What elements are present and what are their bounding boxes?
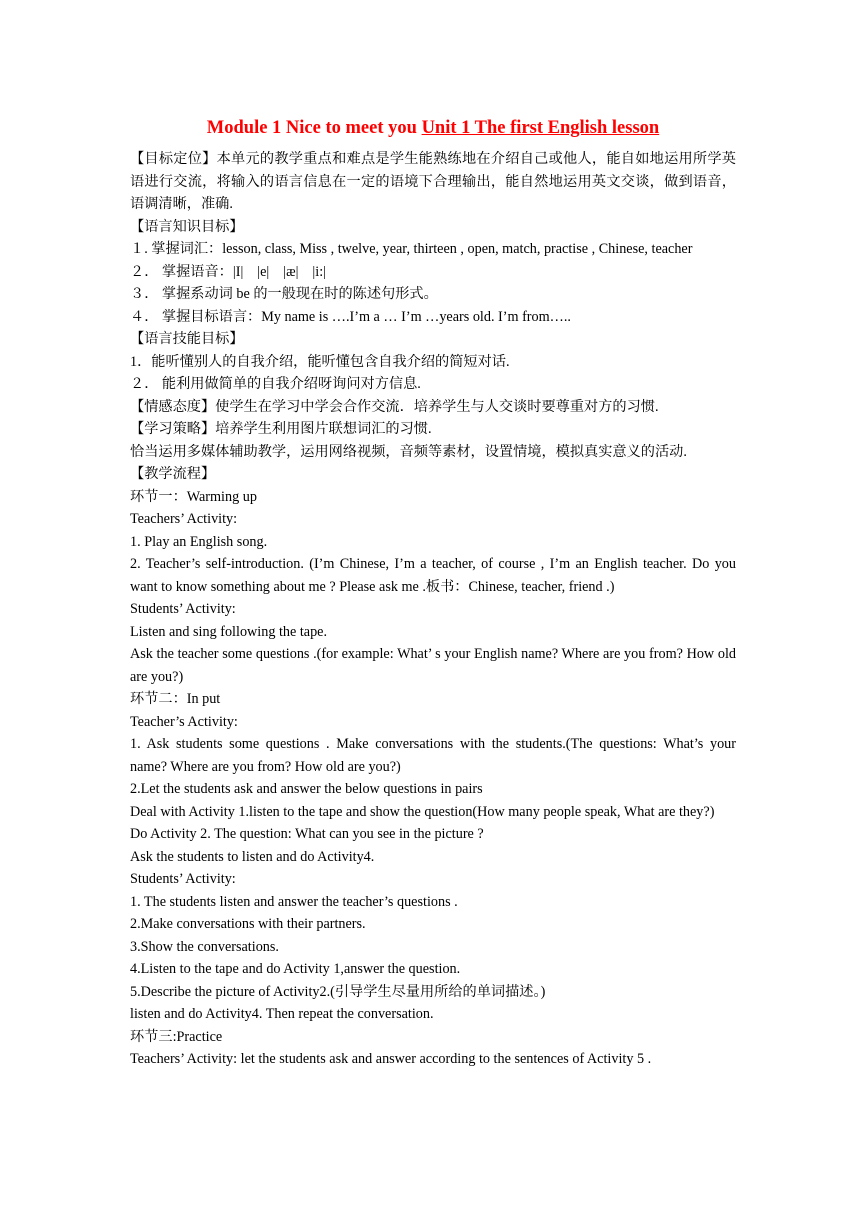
strategy-paragraph: 【学习策略】培养学生利用图片联想词汇的习惯. [130,421,432,437]
title-unit: Unit 1 The first English lesson [421,118,660,138]
student-activity-2-item-4: 4.Listen to the tape and do Activity 1,answer the question. [130,961,461,977]
document-page [130,116,736,1071]
student-activity-2-item-3: 3.Show the conversations. [130,938,279,955]
teacher-activity-3: Teachers’ Activity: let the students ask and answer according to the sentences of Activity 5 . [130,1051,652,1067]
phonetic-2: |e| [257,263,270,280]
document-body [130,148,736,1071]
goal-position-paragraph: 【目标定位】本单元的教学重点和难点是学生能熟练地在介绍自己或他人，能自如地运用所学英语进行交流，将输入的语言信息在一定的语境下合理输出，能自然地运用英文交谈，做到语音，语调清晰，准确. [130,151,736,212]
student-activity-1-heading: Students’ Activity: [130,601,236,617]
phonetic-3: |æ| [283,263,299,280]
knowledge-item-3: ３． 掌握系动词 be 的一般现在时的陈述句形式。 [130,286,438,302]
step-2-heading: 环节二：In put [130,691,221,707]
knowledge-item-4: ４． 掌握目标语言：My name is ….I’m a … I’m …years old. I’m from….. [130,308,571,325]
student-activity-1-item-2: Ask the teacher some questions .(for example: What’ s your English name? Where are you from? How old are you?) [130,646,736,685]
student-activity-2-item-1: 1. The students listen and answer the teacher’s questions . [130,893,458,910]
student-activity-2-item-2: 2.Make conversations with their partners. [130,916,366,932]
student-activity-2-item-5: 5.Describe the picture of Activity2.(引导学生尽量用所给的单词描述。) [130,983,546,1000]
skill-item-1: 1．能听懂别人的自我介绍，能听懂包含自我介绍的简短对话. [130,353,510,370]
teacher-activity-2-item-2: 2.Let the students ask and answer the below questions in pairs [130,781,483,797]
teacher-activity-2-item-1: 1. Ask students some questions . Make conversations with the students.(The questions: What’s your name? Where are you from? How old are you?) [130,736,736,775]
teacher-activity-2-item-5: Ask the students to listen and do Activity4. [130,848,375,865]
knowledge-item-1: １. 掌握词汇：lesson, class, Miss , twelve, year, thirteen , open, match, practise , Chinese, teacher [130,241,693,257]
student-activity-2-item-6: listen and do Activity4. Then repeat the conversation. [130,1006,434,1022]
skill-heading: 【语言技能目标】 [130,331,244,347]
knowledge-heading: 【语言知识目标】 [130,218,244,235]
teacher-activity-2-heading: Teacher’s Activity: [130,713,238,730]
document-title [130,116,736,140]
title-module: Module 1 Nice to meet you [206,118,422,138]
skill-item-2: ２． 能利用做简单的自我介绍呀询问对方信息. [130,376,421,392]
step-3-heading: 环节三:Practice [130,1028,223,1045]
student-activity-1-item-1: Listen and sing following the tape. [130,623,328,640]
process-heading: 【教学流程】 [130,466,216,482]
emotion-paragraph: 【情感态度】使学生在学习中学会合作交流．培养学生与人交谈时要尊重对方的习惯. [130,398,659,415]
teacher-activity-2-item-4: Do Activity 2. The question: What can you see in the picture ? [130,826,484,842]
teacher-activity-2-item-3: Deal with Activity 1.listen to the tape and show the question(How many people speak, What are they?) [130,803,715,820]
knowledge-item-2 [130,261,736,284]
knowledge-item-2-label: ２． 掌握语音： [130,263,233,280]
teacher-activity-1-item-1: 1. Play an English song. [130,533,268,550]
method-paragraph: 恰当运用多媒体辅助教学，运用网络视频，音频等素材，设置情境，模拟真实意义的活动. [130,443,687,460]
phonetic-1: |I| [232,263,244,280]
teacher-activity-1-heading: Teachers’ Activity: [130,511,238,527]
teacher-activity-1-item-2: 2. Teacher’s self-introduction. (I’m Chinese, I’m a teacher, of course , I’m an English teacher. Do you want to know something about me ? Please ask me .板书：Chinese, teacher, friend .) [130,556,736,595]
phonetic-4: |i:| [312,263,326,280]
student-activity-2-heading: Students’ Activity: [130,871,236,887]
step-1-heading: 环节一：Warming up [130,488,257,505]
